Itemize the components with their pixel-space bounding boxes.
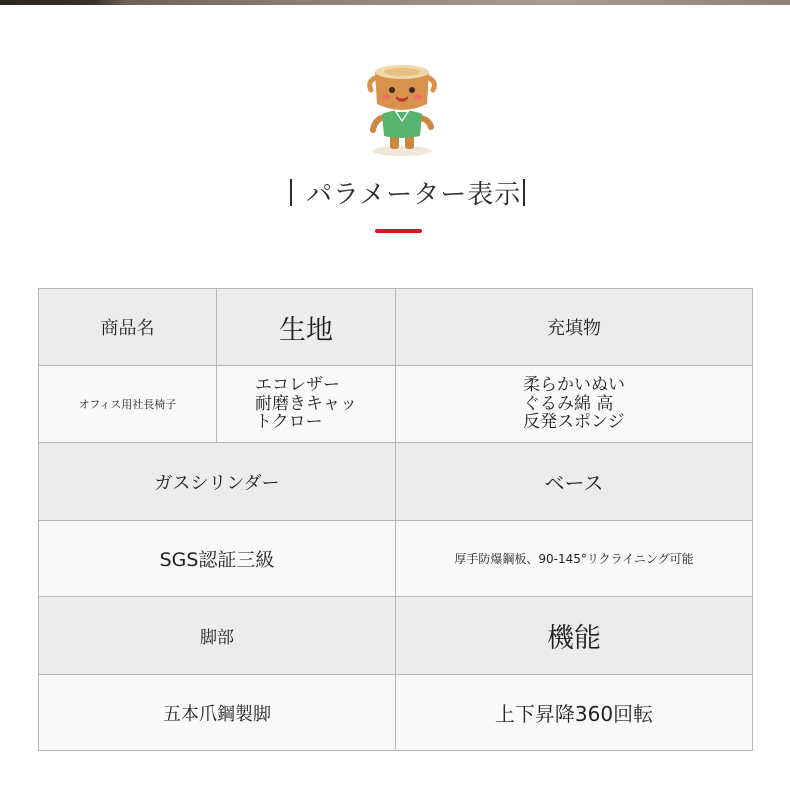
table-row (39, 597, 753, 675)
page-title: パラメーター表示 (306, 179, 522, 210)
mascot-icon (364, 60, 440, 158)
top-photo-strip (0, 0, 790, 5)
table-row (39, 366, 753, 443)
cell-fabric-value (217, 366, 396, 443)
cell-function-label: 機能 (396, 597, 753, 675)
title-right-bar (523, 179, 525, 206)
filling-line: 反発スポンジ (523, 412, 625, 433)
cell-filling-label: 充填物 (396, 289, 753, 366)
cell-gas-cylinder-value: SGS認証三級 (39, 521, 396, 597)
cell-base-label: ベース (396, 443, 753, 521)
cell-legs-label: 脚部 (39, 597, 396, 675)
title-left-bar (290, 179, 292, 206)
fabric-line: エコレザー (255, 374, 340, 395)
filling-line: ぐるみ綿 高 (523, 393, 614, 414)
cell-product-name-label: 商品名 (39, 289, 217, 366)
cell-filling-value (396, 366, 753, 443)
cell-fabric-label: 生地 (217, 289, 396, 366)
table-row (39, 521, 753, 597)
cell-product-name-value: オフィス用社長椅子 (39, 366, 217, 443)
cell-gas-cylinder-label: ガスシリンダー (39, 443, 396, 521)
table-row (39, 443, 753, 521)
table-row (39, 289, 753, 366)
filling-line: 柔らかいぬい (523, 374, 625, 395)
fabric-line: 耐磨きキャッ (255, 393, 357, 414)
title-underline (375, 229, 422, 233)
cell-base-value: 厚手防爆鋼板、90-145°リクライニング可能 (396, 521, 753, 597)
fabric-line: トクロー (255, 412, 323, 433)
table-row (39, 675, 753, 751)
parameter-table (38, 288, 753, 751)
section-title (290, 174, 525, 210)
cell-legs-value: 五本爪鋼製脚 (39, 675, 396, 751)
cell-function-value: 上下昇降360回転 (396, 675, 753, 751)
